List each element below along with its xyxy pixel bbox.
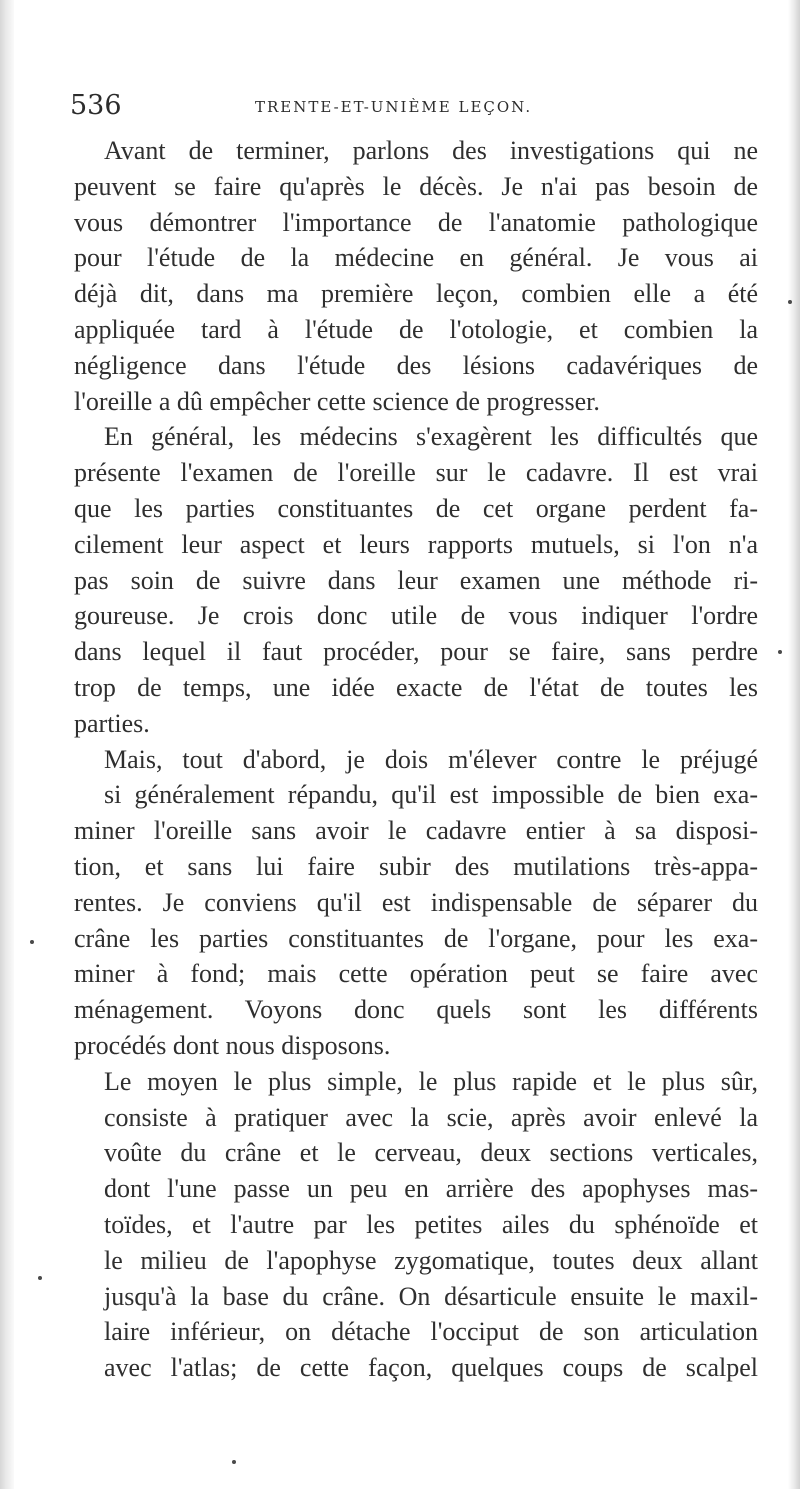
- text-line: avec l'atlas; de cette façon, quelques coups de scalpel: [104, 1353, 758, 1383]
- text-line: Mais, tout d'abord, je dois m'élever contre le préjugé: [104, 744, 758, 774]
- text-line: parties.: [74, 708, 150, 738]
- ink-speck: [38, 1276, 42, 1280]
- text-line: laire inférieur, on détache l'occiput de son articulation: [104, 1317, 758, 1347]
- text-line: que les parties constituantes de cet organe perdent fa-: [74, 493, 758, 523]
- text-line: pour l'étude de la médecine en général. Je vous ai: [74, 243, 758, 273]
- text-line: voûte du crâne et le cerveau, deux sections verticales,: [104, 1138, 758, 1168]
- paragraph: [74, 133, 758, 419]
- text-line: procédés dont nous disposons.: [74, 1030, 391, 1060]
- text-line: dont l'une passe un peu en arrière des apophyses mas-: [104, 1174, 758, 1204]
- text-line: si généralement répandu, qu'il est impossible de bien exa-: [104, 780, 758, 810]
- text-line: miner à fond; mais cette opération peut se faire avec: [74, 959, 758, 989]
- text-line: miner l'oreille sans avoir le cadavre entier à sa disposi-: [74, 816, 758, 846]
- ink-speck: [30, 940, 34, 944]
- text-line: cilement leur aspect et leurs rapports mutuels, si l'on n'a: [74, 529, 758, 559]
- text-line: vous démontrer l'importance de l'anatomie pathologique: [74, 207, 758, 237]
- text-line: tion, et sans lui faire subir des mutilations très-appa-: [74, 851, 758, 881]
- text-line: appliquée tard à l'étude de l'otologie, et combien la: [74, 314, 758, 344]
- body-text: [74, 133, 758, 1386]
- text-line: Le moyen le plus simple, le plus rapide et le plus sûr,: [104, 1066, 758, 1096]
- text-line: rentes. Je conviens qu'il est indispensable de séparer du: [74, 887, 758, 917]
- text-line: goureuse. Je crois donc utile de vous indiquer l'ordre: [74, 601, 758, 631]
- page-left-edge-shadow: [0, 0, 14, 1489]
- text-line: jusqu'à la base du crâne. On désarticule ensuite le maxil-: [104, 1281, 758, 1311]
- page-number: 536: [70, 90, 122, 121]
- text-line: consiste à pratiquer avec la scie, après avoir enlevé la: [104, 1102, 758, 1132]
- text-line: déjà dit, dans ma première leçon, combien elle a été: [74, 279, 758, 309]
- text-line: Avant de terminer, parlons des investigations qui ne: [104, 136, 758, 165]
- text-line: crâne les parties constituantes de l'organe, pour les exa-: [74, 923, 758, 953]
- paragraph: [74, 419, 758, 741]
- text-line: trop de temps, une idée exacte de l'état de toutes les: [74, 672, 758, 702]
- ink-speck: [232, 1460, 236, 1464]
- page-header: [70, 88, 760, 124]
- paragraph: [74, 1064, 758, 1386]
- text-line: présente l'examen de l'oreille sur le cadavre. Il est vrai: [74, 458, 758, 488]
- text-line: ménagement. Voyons donc quels sont les différents: [74, 995, 758, 1025]
- text-line: pas soin de suivre dans leur examen une méthode ri-: [74, 565, 758, 595]
- text-line: négligence dans l'étude des lésions cadavériques de: [74, 350, 758, 380]
- text-line: toïdes, et l'autre par les petites ailes du sphénoïde et: [104, 1209, 758, 1239]
- text-line: En général, les médecins s'exagèrent les difficultés que: [104, 422, 758, 452]
- text-line: peuvent se faire qu'après le décès. Je n'ai pas besoin de: [74, 171, 758, 201]
- text-line: l'oreille a dû empêcher cette science de progresser.: [74, 386, 600, 416]
- text-line: le milieu de l'apophyse zygomatique, toutes deux allant: [104, 1245, 758, 1275]
- ink-speck: [788, 300, 792, 304]
- page-right-edge-shadow: [788, 0, 800, 1489]
- text-line: dans lequel il faut procéder, pour se faire, sans perdre: [74, 637, 758, 667]
- paragraph: [74, 742, 758, 1064]
- ink-speck: [778, 650, 782, 654]
- running-head: TRENTE-ET-UNIÈME LEÇON.: [255, 98, 533, 116]
